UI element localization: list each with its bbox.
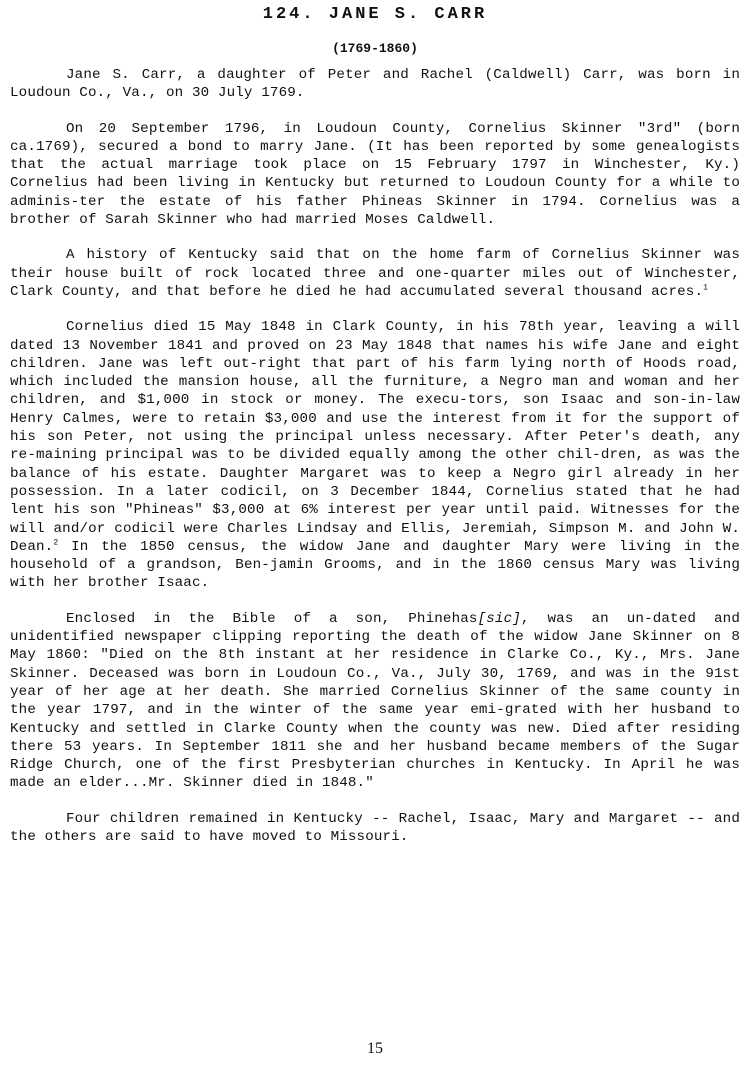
- page-number: 15: [367, 1040, 383, 1057]
- paragraph-will: [10, 318, 740, 592]
- footnote-marker-2: 2: [53, 538, 59, 548]
- sic-notation: [sic]: [477, 610, 521, 627]
- page-title: 124. JANE S. CARR: [262, 5, 488, 24]
- paragraph-census-text: In the 1850 census, the widow Jane and daughter Mary were living in the household of a grandson, Ben-jamin Grooms, and in the 1860 census Mary was living with her brother Isaac.: [10, 538, 740, 592]
- paragraph-history-text: A history of Kentucky said that on the home farm of Cornelius Skinner was their house built of rock located three and one-quarter miles out of Winchester, Clark County, and that before he died he had accumulated several thousand acres.: [10, 247, 740, 300]
- paragraph-history: [10, 246, 740, 301]
- footnote-marker-1: 1: [703, 283, 709, 293]
- paragraph-will-text: Cornelius died 15 May 1848 in Clark County, in his 78th year, leaving a will dated 13 November 1841 and proved on 23 May 1848 that names his wife Jane and eight children. Jane was left out-right that part of his farm lying north of Hoods road, which included the mansion house, all the furniture, a Negro man and woman and her children, and $1,000 in stock or money. The execu-tors, son Isaac and son-in-law Henry Calmes, were to retain $3,000 and use the interest from it for the support of his son Peter, not using the principal unless necessary. After Peter's death, any re-maining principal was to be divided equally among the other chil-dren, as was the balance of his estate. Daughter Margaret was to keep a Negro girl already in her possession. In a later codicil, on 3 December 1844, Cornelius stated that he had lent his son "Phineas" $3,000 at 6% interest per year until paid. Witnesses for the will and/or codicil were Charles Lindsay and Ellis, Jeremiah, Simpson M. and John W. Dean.: [10, 319, 740, 555]
- paragraph-birth: Jane S. Carr, a daughter of Peter and Rachel (Caldwell) Carr, was born in Loudoun Co., Va., on 30 July 1769.: [10, 67, 740, 102]
- paragraph-clipping: [10, 610, 740, 793]
- paragraph-children: Four children remained in Kentucky -- Rachel, Isaac, Mary and Margaret -- and the others are said to have moved to Missouri.: [10, 810, 740, 845]
- paragraph-clipping-intro: Enclosed in the Bible of a son, Phinehas: [66, 610, 478, 627]
- life-dates: (1769-1860): [332, 41, 418, 56]
- paragraph-clipping-text: , was an un-dated and unidentified newspaper clipping reporting the death of the widow Jane Skinner on 8 May 1860: "Died on the 8th instant at her residence in Clarke Co., Ky., Mrs. Jane Skinner. Deceased was born in Loudoun Co., Va., July 30, 1769, and was in the 91st year of her age at her death. She married Cornelius Skinner of the same county in the year 1797, and in the winter of the same year emi-grated with her husband to Kentucky and settled in Clarke County when the county was new. Died after residing there 53 years. In September 1811 she and her husband became members of the Sugar Ridge Church, one of the first Presbyterian churches in Kentucky. In April he was made an elder...Mr. Skinner died in 1848.": [10, 610, 740, 792]
- paragraph-marriage: On 20 September 1796, in Loudoun County, Cornelius Skinner "3rd" (born ca.1769), secured a bond to marry Jane. (It has been reported by some genealogists that the actual marriage took place on 15 February 1797 in Winchester, Ky.) Cornelius had been living in Kentucky but returned to Loudoun County for a while to adminis-ter the estate of his father Phineas Skinner in 1794. Cornelius was a brother of Sarah Skinner who had married Moses Caldwell.: [10, 120, 740, 229]
- document-page: [10, 4, 740, 846]
